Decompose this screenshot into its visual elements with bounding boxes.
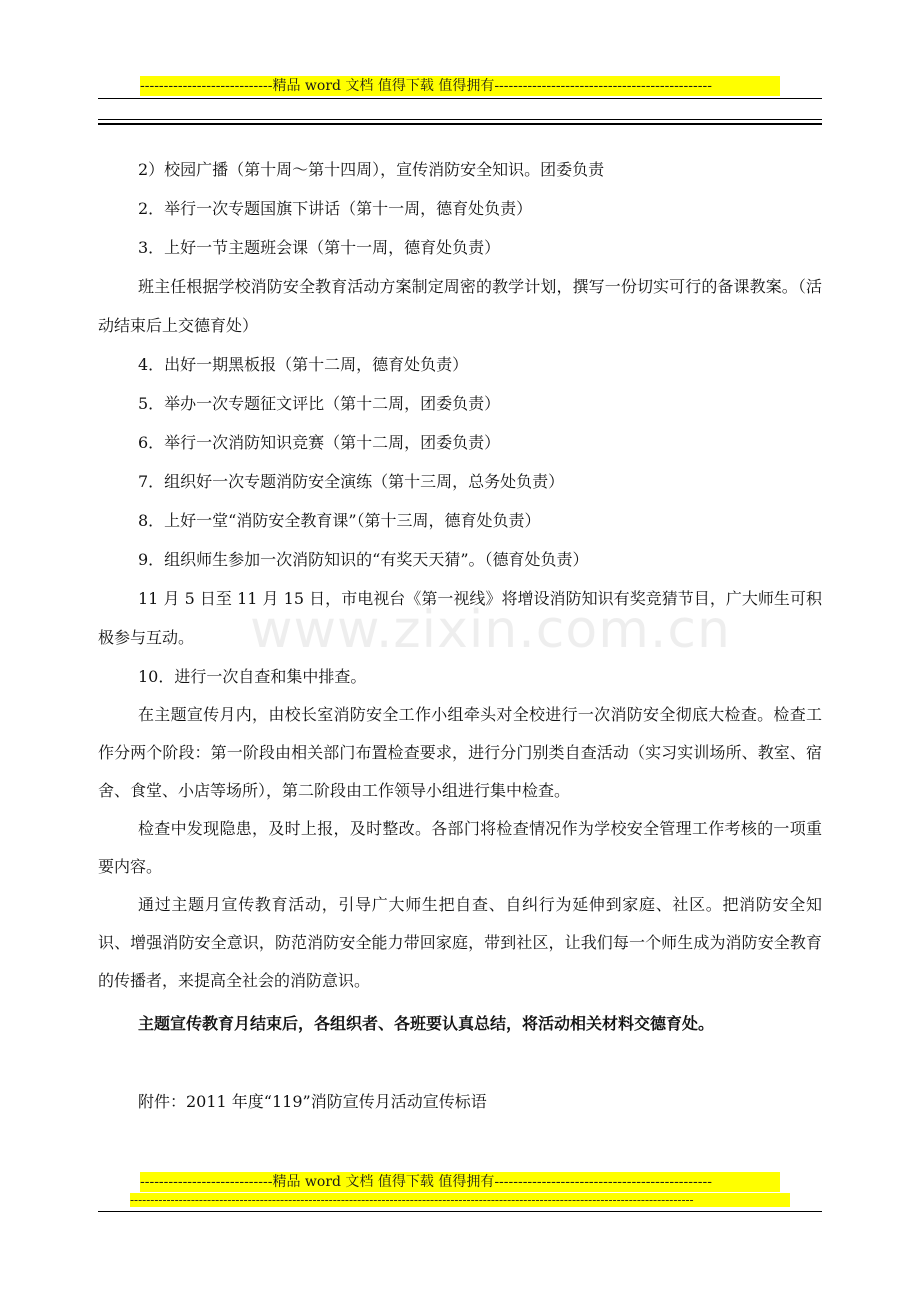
- summary-note: 主题宣传教育月结束后，各组织者、各班要认真总结，将活动相关材料交德育处。: [138, 1014, 715, 1033]
- header-double-rule-bottom: [98, 123, 822, 125]
- footer-dash-line: -------------------------------------------------------------------------------------------------------------------------------------------: [130, 1193, 790, 1207]
- paragraph: 11 月 5 日至 11 月 15 日，市电视台《第一视线》将增设消防知识有奖竞猜节目，广大师生可积极参与互动。: [98, 589, 822, 647]
- paragraph: 6．举行一次消防知识竞赛（第十二周，团委负责）: [138, 433, 501, 452]
- paragraph: 9．组织师生参加一次消防知识的“有奖天天猜”。（德育处负责）: [138, 550, 589, 569]
- paragraph: 3．上好一节主题班会课（第十一周，德育处负责）: [138, 238, 501, 257]
- paragraph: 10．进行一次自查和集中排查。: [138, 667, 367, 686]
- paragraph: 班主任根据学校消防安全教育活动方案制定周密的教学计划，撰写一份切实可行的备课教案。（活动结束后上交德育处）: [98, 277, 822, 335]
- paragraph: 2．举行一次专题国旗下讲话（第十一周，德育处负责）: [138, 199, 533, 218]
- header-rule: [98, 98, 822, 99]
- paragraph: 4．出好一期黑板报（第十二周，德育处负责）: [138, 355, 469, 374]
- paragraph: 检查中发现隐患，及时上报，及时整改。各部门将检查情况作为学校安全管理工作考核的一项重要内容。: [98, 819, 822, 876]
- header-double-rule-top: [98, 119, 822, 120]
- paragraph: 8．上好一堂“消防安全教育课”（第十三周，德育处负责）: [138, 511, 541, 530]
- paragraph: 5．举办一次专题征文评比（第十二周，团委负责）: [138, 394, 501, 413]
- footer-banner: ----------------------------精品 word 文档 值得下载 值得拥有----------------------------------------------: [140, 1172, 780, 1192]
- document-body: [98, 150, 822, 1121]
- paragraph: 2）校园广播（第十周～第十四周），宣传消防安全知识。团委负责: [138, 160, 605, 179]
- attachment-line: 附件：2011 年度“119”消防宣传月活动宣传标语: [138, 1092, 487, 1111]
- paragraph: 7．组织好一次专题消防安全演练（第十三周，总务处负责）: [138, 472, 565, 491]
- watermark: www.zixin.com.cn: [250, 600, 731, 660]
- header-banner: ----------------------------精品 word 文档 值得下载 值得拥有----------------------------------------------: [140, 76, 780, 96]
- paragraph: 在主题宣传月内，由校长室消防安全工作小组牵头对全校进行一次消防安全彻底大检查。检查工作分两个阶段：第一阶段由相关部门布置检查要求，进行分门别类自查活动（实习实训场所、教室、宿舍、食堂、小店等场所），第二阶段由工作领导小组进行集中检查。: [98, 705, 822, 800]
- paragraph: 通过主题月宣传教育活动，引导广大师生把自查、自纠行为延伸到家庭、社区。把消防安全知识、增强消防安全意识，防范消防安全能力带回家庭，带到社区，让我们每一个师生成为消防安全教育的传播者，来提高全社会的消防意识。: [98, 895, 822, 990]
- footer-rule: [98, 1211, 822, 1212]
